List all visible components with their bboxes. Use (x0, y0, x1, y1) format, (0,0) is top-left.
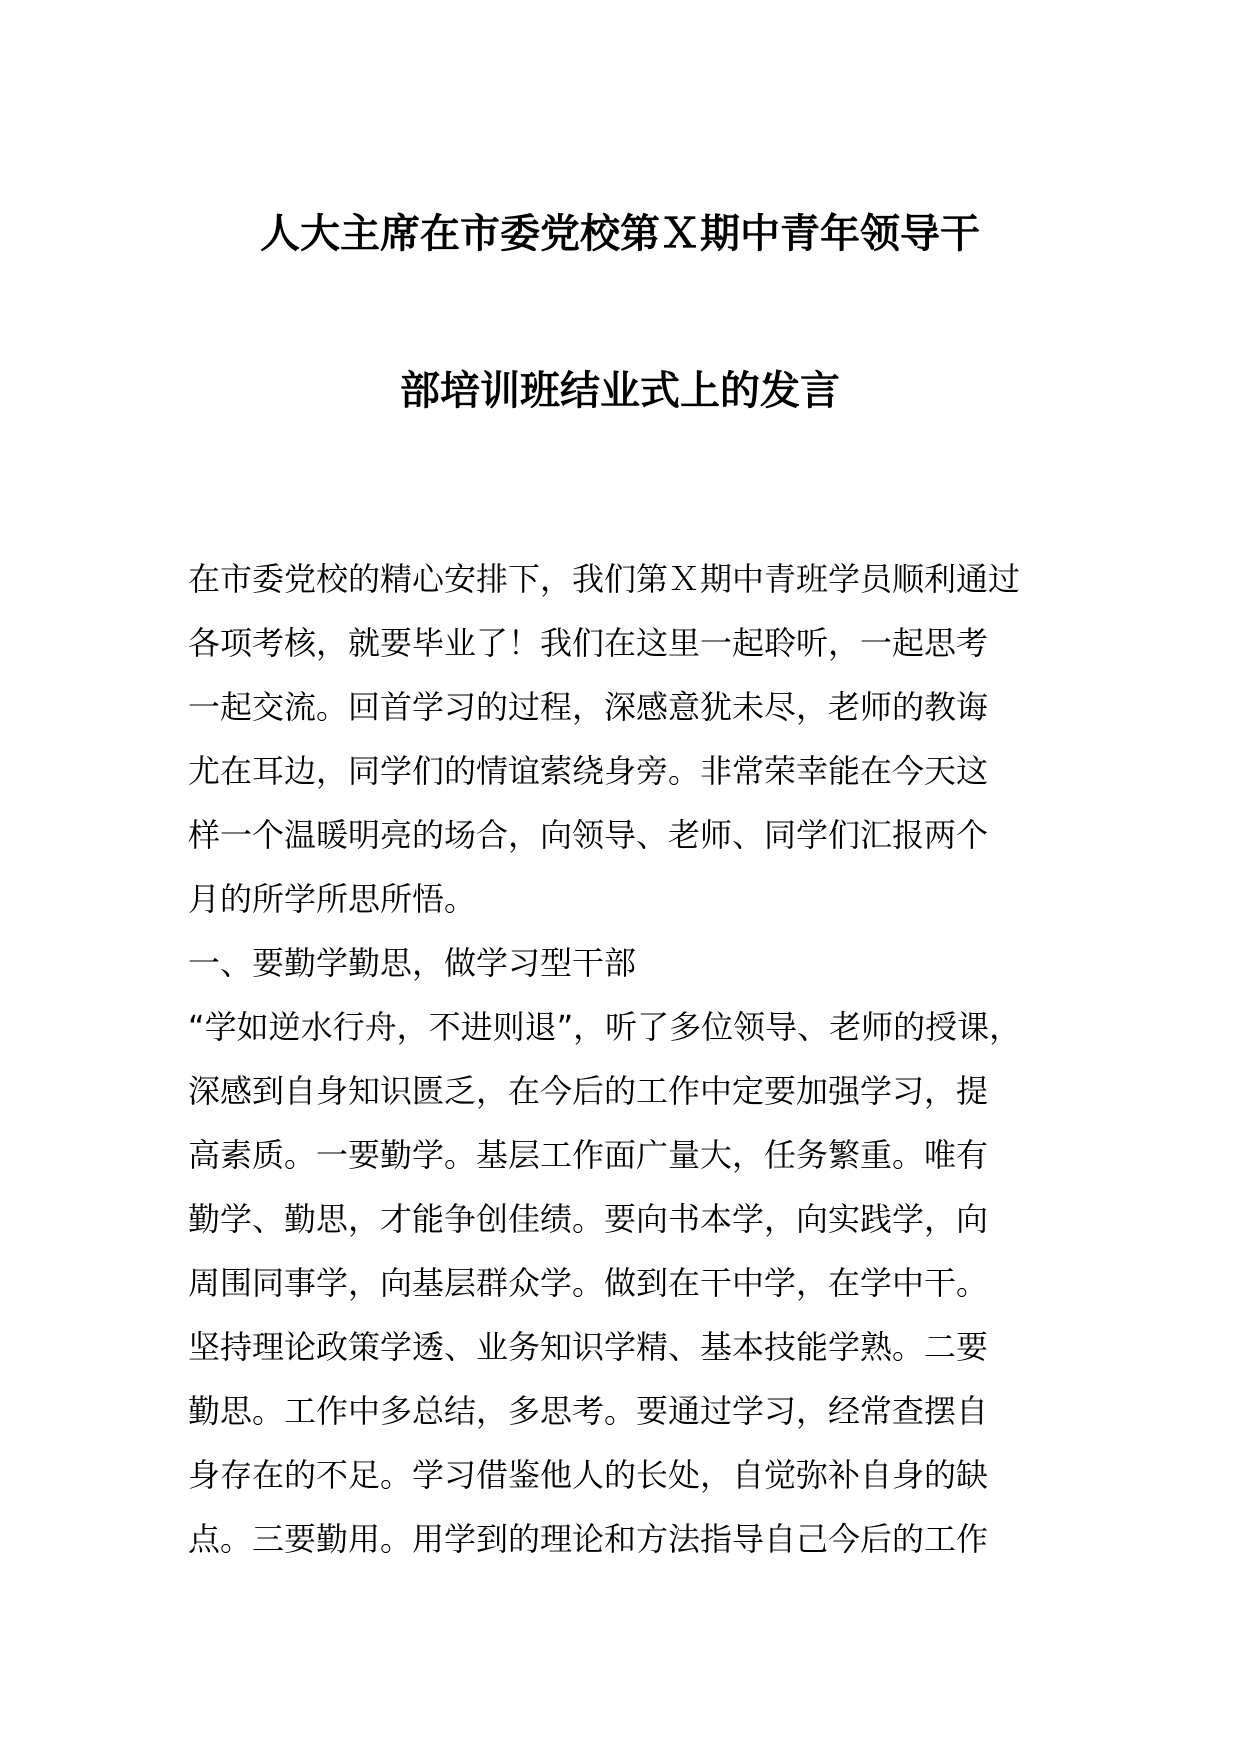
body-line: 在市委党校的精心安排下，我们第Ｘ期中青班学员顺利通过 (188, 560, 1021, 598)
body-line: 各项考核，就要毕业了！我们在这里一起聆听，一起思考 (188, 624, 989, 662)
body-line: 勤学、勤思，才能争创佳绩。要向书本学，向实践学，向 (188, 1200, 989, 1238)
body-line: “学如逆水行舟，不进则退”，听了多位领导、老师的授课， (188, 1008, 1022, 1046)
body-line: 月的所学所思所悟。 (188, 880, 477, 918)
document-title-line-2: 部培训班结业式上的发言 (400, 368, 840, 414)
body-line: 一起交流。回首学习的过程，深感意犹未尽，老师的教诲 (188, 688, 989, 726)
body-line: 深感到自身知识匮乏，在今后的工作中定要加强学习，提 (188, 1072, 989, 1110)
body-line: 尤在耳边，同学们的情谊萦绕身旁。非常荣幸能在今天这 (188, 752, 989, 790)
body-line: 高素质。一要勤学。基层工作面广量大，任务繁重。唯有 (188, 1136, 989, 1174)
body-line: 周围同事学，向基层群众学。做到在干中学，在学中干。 (188, 1264, 989, 1302)
document-title-line-1: 人大主席在市委党校第Ｘ期中青年领导干 (260, 211, 980, 257)
document-body (188, 547, 1088, 1571)
body-line: 样一个温暖明亮的场合，向领导、老师、同学们汇报两个 (188, 816, 989, 854)
body-line: 勤思。工作中多总结，多思考。要通过学习，经常查摆自 (188, 1392, 989, 1430)
body-line: 身存在的不足。学习借鉴他人的长处，自觉弥补自身的缺 (188, 1456, 989, 1494)
section-heading: 一、要勤学勤思，做学习型干部 (188, 944, 637, 982)
body-line: 点。三要勤用。用学到的理论和方法指导自己今后的工作 (188, 1520, 989, 1558)
body-line: 坚持理论政策学透、业务知识学精、基本技能学熟。二要 (188, 1328, 989, 1366)
